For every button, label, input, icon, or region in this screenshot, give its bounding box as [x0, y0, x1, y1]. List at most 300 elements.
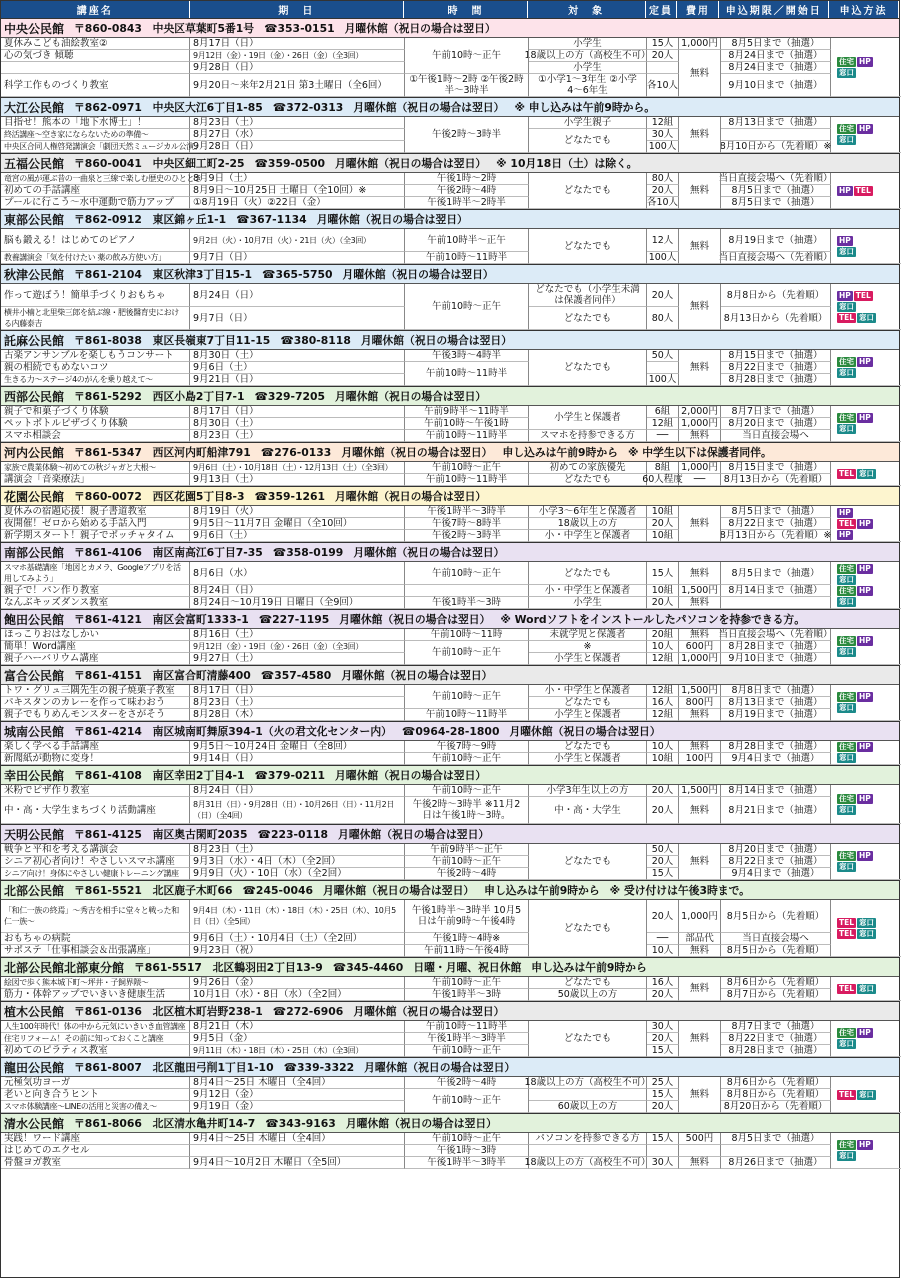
lecture-target: どなたでも — [529, 977, 647, 989]
lecture-time: 午前10時〜正午 — [405, 284, 529, 330]
lecture-deadline: 8月22日まで（抽選） — [721, 1033, 831, 1045]
lecture-time: 午前10時〜正午 — [405, 462, 529, 474]
lecture-fee: 無料 — [679, 117, 721, 153]
center-info: 月曜休館（祝日の場合は翌日） — [509, 724, 661, 738]
lecture-target: どなたでも — [529, 562, 647, 585]
lecture-capacity: 60人程度 — [642, 474, 683, 485]
apply-methods — [831, 38, 901, 97]
lecture-name: 中央区合同人権啓発講演会「劇団天然ミュージカル公演」 — [1, 141, 190, 153]
lecture-name: シニア向け！身体にやさしい健康トレーニング講座 — [1, 868, 190, 880]
center-info: 〒860-0041 中央区細工町2-25 — [74, 156, 245, 170]
lecture-time: 午前10時〜正午 — [405, 562, 529, 585]
lecture-name: 心の気づき 傾聴 — [1, 50, 190, 62]
center-info: ※ 10月18日（土）は除く。 — [496, 156, 638, 170]
counter-badge-icon: 窓口 — [839, 246, 854, 256]
lecture-target: 小学生 — [529, 597, 647, 609]
lecture-time: 午後1時半〜3時半 — [405, 1033, 529, 1045]
lecture-date: 9月5日〜10月24日 金曜日（全8回） — [190, 741, 405, 753]
lecture-target: 18歳以上の方（高校生不可） — [524, 1157, 651, 1168]
lecture-date: ①8月19日（火）②22日（金） — [190, 197, 405, 209]
lecture-deadline: 8月19日まで（抽選） — [721, 709, 831, 721]
lecture-capacity: 20人 — [647, 597, 679, 609]
lecture-name: 親子ハーバリウム講座 — [1, 653, 190, 665]
housing-badge-icon: 住宅 — [839, 742, 854, 751]
lecture-date: 9月21日（日） — [190, 374, 405, 386]
lecture-date: 9月6日（土） — [190, 362, 405, 374]
lecture-deadline: 8月15日まで（抽選） — [721, 462, 831, 474]
center-info: 〒861-4108 南区幸田2丁目4-1 — [74, 768, 245, 782]
center-info: 月曜休館（祝日の場合は翌日） — [323, 883, 475, 897]
counter-badge-icon: 窓口 — [839, 647, 854, 656]
lecture-time: 午後1時半〜3時半 — [405, 1157, 529, 1169]
center-header — [1, 958, 899, 977]
lecture-name: 簡単！Word講座 — [1, 641, 190, 653]
lecture-name: 骨盤ヨガ教室 — [1, 1157, 190, 1169]
lecture-time: 午前10時半〜正午 — [405, 229, 529, 252]
lecture-fee — [679, 1145, 721, 1157]
lecture-date: 8月24日〜10月19日 日曜日（全9回） — [190, 597, 405, 609]
lecture-target: どなたでも — [529, 900, 647, 957]
lecture-time: 午前9時半〜11時半 — [405, 406, 529, 418]
center-info: 月曜休館（祝日の場合は翌日） — [341, 445, 493, 459]
lecture-deadline: 8月28日まで（抽選） — [721, 374, 831, 386]
lecture-name: ほっこりおはなしかい — [1, 629, 190, 641]
center-header — [1, 98, 899, 117]
center-name: 天明公民館 — [4, 827, 65, 842]
center-info: 〒861-5517 北区鶴羽田2丁目13-9 — [134, 960, 323, 974]
center-name: 託麻公民館 — [4, 333, 65, 348]
lecture-target: どなたでも — [529, 474, 647, 486]
counter-badge-icon: 窓口 — [839, 703, 854, 712]
lecture-fee: 無料 — [679, 844, 721, 880]
housing-badge-icon: 住宅 — [839, 563, 854, 573]
lecture-target — [529, 1089, 647, 1101]
lecture-time: 午前11時〜午後4時 — [405, 945, 529, 957]
lecture-target: どなたでも（小学生未満は保護者同伴） — [529, 284, 647, 307]
lecture-capacity: 15人 — [647, 562, 679, 585]
lecture-capacity — [647, 62, 679, 74]
center-header — [1, 443, 899, 462]
center-info: 申し込みは午前9時から — [484, 883, 600, 897]
lecture-deadline: 当日直接会場へ（先着順） — [718, 173, 833, 184]
lecture-name: 新聞紙が動物に変身！ — [1, 753, 190, 765]
lecture-deadline: 9月10日まで（抽選） — [721, 653, 831, 665]
lecture-deadline: 8月13日から（先着順） — [721, 307, 831, 330]
center-info: 〒861-5347 西区河内町船津791 — [74, 445, 251, 459]
lecture-capacity: 10人 — [647, 945, 679, 957]
housing-badge-icon: 住宅 — [839, 1140, 854, 1149]
counter-badge-icon: 窓口 — [839, 804, 854, 814]
tel-badge-icon: TEL — [839, 468, 855, 478]
lecture-deadline: 8月5日まで（抽選） — [721, 562, 831, 585]
lecture-fee: 1,500円 — [679, 685, 721, 697]
center-header — [1, 154, 899, 173]
lecture-capacity: 20人 — [647, 1101, 679, 1113]
counter-badge-icon: 窓口 — [839, 368, 854, 377]
lecture-deadline: 8月28日まで（抽選） — [721, 1045, 831, 1057]
col-header-name: 講座名 — [1, 1, 190, 18]
center-info: ☎223-0118 — [257, 827, 329, 841]
lecture-capacity: 20組 — [647, 629, 679, 641]
lecture-deadline: 8月28日まで（抽選） — [721, 641, 831, 653]
lecture-date: 9月7日（日） — [190, 252, 405, 264]
lecture-fee: 800円 — [679, 697, 721, 709]
center-info: 月曜休館（祝日の場合は翌日） — [353, 100, 505, 114]
center-block — [1, 824, 899, 880]
lecture-deadline: 8月13日まで（抽選） — [721, 117, 831, 129]
lecture-date: 9月4日〜25日 木曜日（全4回） — [190, 1133, 405, 1145]
center-header — [1, 825, 899, 844]
lecture-name: 生きる力〜ステージ4のがんを乗り越えて〜 — [1, 374, 190, 386]
lecture-target: 小学生と保護者 — [529, 709, 647, 721]
lecture-date — [190, 1145, 405, 1157]
lecture-fee: 無料 — [679, 741, 721, 753]
lecture-target: ※ — [529, 641, 647, 653]
lecture-capacity: 20人 — [647, 785, 679, 797]
lecture-deadline: 当日直接会場へ（先着順） — [718, 252, 833, 263]
center-block — [1, 486, 899, 542]
lecture-date: 9月4日（木）・11日（木）・18日（木）・25日（木）、10月5日（日）（全5回） — [190, 900, 405, 933]
hp-badge-icon: HP — [859, 851, 871, 860]
lecture-time: 午前10時〜正午 — [405, 641, 529, 665]
lecture-name: 古楽アンサンブルを楽しもうコンサート — [1, 350, 190, 362]
lecture-time: 午後1時半〜3時半 — [405, 506, 529, 518]
lecture-time: 午前10時〜正午 — [405, 1045, 529, 1057]
apply-methods — [831, 741, 901, 765]
lecture-capacity: 12組 — [647, 685, 679, 697]
lecture-time: 午前10時〜午後1時 — [405, 418, 529, 430]
lecture-name: 中・高・大学生まちづくり活動講座 — [1, 797, 190, 824]
center-header — [1, 1114, 899, 1133]
lecture-fee: 無料 — [679, 284, 721, 330]
lecture-date: 8月6日（水） — [190, 562, 405, 585]
counter-badge-icon: 窓口 — [839, 596, 854, 606]
center-block — [1, 153, 899, 209]
lecture-name: 科学工作ものづくり教室 — [1, 74, 190, 97]
center-block — [1, 330, 899, 386]
lecture-target: どなたでも — [529, 741, 647, 753]
lecture-fee: 1,000円 — [679, 418, 721, 430]
center-block — [1, 765, 899, 824]
lecture-deadline: 8月22日まで（抽選） — [721, 518, 831, 530]
lecture-target: 60歳以上の方 — [529, 1101, 647, 1113]
lecture-target: 未就学児と保護者 — [529, 629, 647, 641]
lecture-deadline: 8月5日まで（抽選） — [721, 506, 831, 518]
center-info: ☎380-8118 — [280, 333, 351, 347]
lecture-capacity: 16人 — [647, 977, 679, 989]
lecture-date: 9月7日（日） — [190, 307, 405, 330]
center-info: ※ 申し込みは午前9時から。 — [514, 100, 656, 114]
lecture-capacity: 100人 — [647, 141, 679, 153]
lecture-date: 9月12日（金） — [190, 1089, 405, 1101]
center-info: 月曜休館（祝日の場合は翌日） — [335, 156, 487, 170]
lecture-capacity — [647, 1145, 679, 1157]
lecture-target: 小・中学生と保護者 — [529, 530, 647, 542]
lecture-deadline: 8月5日から（先着順） — [721, 945, 831, 957]
center-name: 大江公民館 — [4, 100, 65, 115]
hp-badge-icon: HP — [859, 518, 871, 528]
lecture-capacity: 12人 — [647, 229, 679, 252]
lecture-capacity: 50人 — [647, 350, 679, 362]
tel-badge-icon: TEL — [855, 290, 871, 300]
hp-badge-icon: HP — [859, 636, 871, 645]
center-info: 〒861-4106 南区南高江6丁目7-35 — [74, 545, 263, 559]
lecture-date: 9月5日〜11月7日 金曜日（全10回） — [190, 518, 405, 530]
lecture-deadline: 8月20日から（先着順） — [721, 1101, 831, 1113]
lecture-name: 米粉でピザ作り教室 — [1, 785, 190, 797]
center-block — [1, 880, 899, 957]
center-info: ☎358-0199 — [272, 545, 344, 559]
lecture-name: 脳も鍛える！はじめてのピアノ — [1, 229, 190, 252]
lecture-capacity: 12組 — [647, 418, 679, 430]
lecture-name: プールに行こう〜水中運動で筋力アップ — [1, 197, 190, 209]
lecture-date: 9月28日（日） — [190, 141, 405, 153]
col-header-date: 期 日 — [190, 1, 405, 18]
housing-badge-icon: 住宅 — [839, 793, 854, 803]
center-info: ☎365-5750 — [262, 267, 333, 281]
center-header — [1, 543, 899, 562]
center-name: 北部公民館北部東分館 — [4, 960, 125, 975]
lecture-capacity: 各10人 — [647, 74, 679, 97]
lecture-name: パキスタンのカレーを作って味わおう — [1, 697, 190, 709]
lecture-deadline: 8月15日まで（抽選） — [721, 350, 831, 362]
lecture-time: 午後2時〜4時 — [405, 1077, 529, 1089]
lecture-date: 9月28日（日） — [190, 62, 405, 74]
lecture-target: どなたでも — [529, 844, 647, 880]
center-header — [1, 210, 899, 229]
lecture-deadline: 8月5日まで（抽選） — [721, 38, 831, 50]
lecture-date: 9月14日（日） — [190, 753, 405, 765]
lecture-time: 午後1時〜2時 — [405, 173, 529, 185]
center-name: 五福公民館 — [4, 156, 65, 171]
lecture-time — [405, 585, 529, 597]
lecture-time: 午前10時〜正午 — [405, 977, 529, 989]
lecture-deadline: 当日直接会場へ（先着順） — [718, 629, 833, 640]
lecture-fee: 1,000円 — [679, 653, 721, 665]
apply-methods — [831, 462, 901, 486]
lecture-name: 親子で和菓子づくり体験 — [1, 406, 190, 418]
lecture-time: 午前10時〜正午 — [405, 856, 529, 868]
center-name: 清水公民館 — [4, 1116, 65, 1131]
lecture-name: スマホ相談会 — [1, 430, 190, 442]
lecture-date: 8月19日（火） — [190, 506, 405, 518]
lecture-capacity: 10組 — [647, 506, 679, 518]
lecture-capacity: 15人 — [647, 868, 679, 880]
lecture-name: 竜宮の風が運ぶ昔の一曲泉と三線で楽しむ歴史のひととき — [1, 173, 190, 185]
lecture-deadline: 8月13日まで（抽選） — [721, 697, 831, 709]
lecture-date: 8月16日（土） — [190, 629, 405, 641]
center-name: 南部公民館 — [4, 545, 65, 560]
lecture-deadline: 8月28日まで（抽選） — [721, 741, 831, 753]
lecture-name: 実践！ワード講座 — [1, 1133, 190, 1145]
lecture-date: 9月19日（金） — [190, 1101, 405, 1113]
lecture-name: 楽しく学べる手話講座 — [1, 741, 190, 753]
center-header — [1, 387, 899, 406]
center-info: 〒860-0072 西区花園5丁目8-3 — [74, 489, 245, 503]
lecture-capacity: 30人 — [647, 129, 679, 141]
lecture-deadline: 8月10日から（先着順）※ — [719, 141, 832, 152]
center-block — [1, 386, 899, 442]
hp-badge-icon: HP — [839, 290, 851, 300]
center-info: 月曜休館（祝日の場合は翌日） — [353, 545, 505, 559]
lecture-fee: 無料 — [679, 50, 721, 97]
lecture-date: 9月3日（水）・4日（木）（全2回） — [190, 856, 405, 868]
col-header-fee: 費用 — [677, 1, 719, 18]
counter-badge-icon: 窓口 — [839, 574, 854, 584]
lecture-deadline: 8月5日まで（抽選） — [721, 1133, 831, 1145]
center-name: 龍田公民館 — [4, 1060, 65, 1075]
center-header — [1, 881, 899, 900]
lecture-name: 教養講演会「気を付けたい 薬の飲み方使い方」 — [1, 252, 190, 264]
lecture-capacity: 8組 — [647, 462, 679, 474]
center-info: ※ 受け付けは午後3時まで。 — [609, 883, 750, 897]
center-info: ☎357-4580 — [260, 668, 332, 682]
lecture-deadline — [721, 129, 831, 141]
lecture-time: 午前9時半〜正午 — [405, 844, 529, 856]
apply-methods — [831, 506, 901, 542]
center-header — [1, 1058, 899, 1077]
lecture-deadline: 8月14日まで（抽選） — [721, 785, 831, 797]
lecture-fee: 無料 — [679, 945, 721, 957]
center-name: 秋津公民館 — [4, 267, 65, 282]
lecture-capacity: 各10人 — [646, 197, 679, 208]
center-info: 月曜休館（祝日の場合は翌日） — [335, 389, 487, 403]
center-header — [1, 19, 899, 38]
apply-methods — [831, 785, 901, 824]
lecture-deadline: 8月14日まで（抽選） — [721, 585, 831, 597]
apply-methods — [831, 685, 901, 721]
lecture-target: 小学生 — [529, 62, 647, 74]
center-info: 〒861-4214 南区城南町舞原394-1（火の君文化センター内） — [74, 724, 392, 738]
counter-badge-icon: 窓口 — [839, 135, 854, 144]
apply-methods — [831, 229, 901, 264]
center-info: 月曜休館（祝日の場合は翌日） — [344, 21, 496, 35]
counter-badge-icon: 窓口 — [839, 753, 854, 762]
center-header — [1, 610, 899, 629]
lecture-capacity: 20人 — [647, 50, 679, 62]
hp-badge-icon: HP — [859, 563, 871, 573]
lecture-capacity: 100人 — [647, 252, 679, 264]
center-info: ※ 中学生以下は保護者同伴。 — [627, 445, 772, 459]
center-name: 植木公民館 — [4, 1004, 65, 1019]
lecture-target: どなたでも — [529, 173, 647, 209]
lecture-date: 8月23日（土） — [190, 117, 405, 129]
hp-badge-icon: HP — [839, 185, 851, 195]
lecture-target: ①小学1〜3年生 ②小学4〜6年生 — [529, 74, 647, 97]
lecture-deadline: 8月26日まで（抽選） — [721, 1157, 831, 1169]
center-info: ☎0964-28-1800 — [401, 724, 500, 738]
lecture-date: 8月28日（木） — [190, 709, 405, 721]
lecture-target: 18歳以上の方（高校生不可） — [524, 50, 651, 61]
lecture-fee: 無料 — [679, 430, 721, 442]
lecture-time: 午後2時〜3時半 — [405, 530, 529, 542]
lecture-time: 午前10時〜11時半 — [405, 430, 529, 442]
center-block — [1, 209, 899, 264]
table-header — [1, 1, 899, 18]
lecture-fee: 1,500円 — [679, 785, 721, 797]
lecture-time: 午後2時〜4時 — [405, 868, 529, 880]
lecture-name: ペットボトルピザづくり体験 — [1, 418, 190, 430]
center-header — [1, 1002, 899, 1021]
lecture-time: 午後1時〜4時※ — [405, 933, 529, 945]
lecture-capacity: 80人 — [647, 307, 679, 330]
lecture-target: 小・中学生と保護者 — [529, 685, 647, 697]
lecture-date: 9月27日（土） — [190, 653, 405, 665]
center-info: 月曜休館（祝日の場合は翌日） — [360, 333, 512, 347]
center-header — [1, 487, 899, 506]
lecture-time: 午後7時〜9時 — [405, 741, 529, 753]
center-header — [1, 331, 899, 350]
lecture-date: 8月24日（日） — [190, 585, 405, 597]
lecture-name: 絵図で歩く熊本城下町〜坪井・子飼界隈〜 — [1, 977, 190, 989]
center-info: 〒862-0912 東区錦ヶ丘1-1 — [74, 212, 227, 226]
lecture-capacity: 10組 — [647, 585, 679, 597]
lecture-capacity: 50人 — [647, 844, 679, 856]
lecture-deadline: 9月10日まで（抽選） — [721, 74, 831, 97]
lecture-fee: 1,000円 — [679, 900, 721, 933]
lecture-capacity: 12組 — [647, 117, 679, 129]
lecture-fee: 無料 — [679, 229, 721, 264]
lecture-capacity: 20人 — [647, 989, 679, 1001]
lecture-fee: ── — [679, 474, 721, 486]
lecture-date: 9月6日（土） — [190, 530, 405, 542]
lecture-target: 初めての家族優先 — [529, 462, 647, 474]
lecture-capacity: 30人 — [647, 1021, 679, 1033]
lecture-capacity: 15人 — [647, 38, 679, 50]
center-info: 月曜休館（祝日の場合は翌日） — [353, 1004, 505, 1018]
lecture-capacity: 20人 — [647, 856, 679, 868]
center-info: 日曜・月曜、祝日休館 — [413, 960, 522, 974]
tel-badge-icon: TEL — [839, 312, 855, 322]
center-info: 〒861-8007 北区龍田弓削1丁目1-10 — [74, 1060, 274, 1074]
lecture-capacity: ── — [647, 430, 679, 442]
apply-methods — [831, 406, 901, 442]
lecture-time: ①午後1時〜2時 ②午後2時半〜3時半 — [405, 74, 529, 97]
lecture-time: 午後3時〜4時半 — [405, 350, 529, 362]
lecture-deadline: 8月8日から（先着順） — [721, 284, 831, 307]
lecture-capacity: 12組 — [647, 653, 679, 665]
center-info: 〒861-8038 東区長嶺東7丁目11-15 — [74, 333, 271, 347]
hp-badge-icon: HP — [859, 692, 871, 701]
center-info: 月曜休館（祝日の場合は翌日） — [364, 1060, 516, 1074]
counter-badge-icon: 窓口 — [859, 1089, 875, 1099]
lecture-capacity — [647, 362, 679, 374]
lecture-target: 小学3〜6年生と保護者 — [529, 506, 647, 518]
lecture-date: 9月5日（金） — [190, 1033, 405, 1045]
lecture-name: スマホ基礎講座「地図とカメラ、Googleアプリを活用してみよう」 — [1, 562, 190, 585]
lecture-target: 18歳以上の方 — [529, 518, 647, 530]
counter-badge-icon: 窓口 — [859, 928, 875, 938]
center-block — [1, 18, 899, 97]
center-info: ☎245-0046 — [242, 883, 314, 897]
lecture-fee: 部品代 — [679, 933, 721, 945]
hp-badge-icon: HP — [859, 1140, 871, 1149]
lecture-date: 8月17日（日） — [190, 406, 405, 418]
lecture-date: 8月17日（日） — [190, 685, 405, 697]
lecture-capacity: 10組 — [647, 753, 679, 765]
lecture-fee: 1,500円 — [679, 585, 721, 597]
lecture-time: 午前10時〜正午 — [405, 1089, 529, 1113]
lecture-name: 住宅リフォーム！その前に知っておくこと講座 — [1, 1033, 190, 1045]
col-header-deadline: 申込期限／開始日 — [719, 1, 829, 18]
center-info: ☎359-0500 — [254, 156, 326, 170]
lecture-time: 午前10時〜正午 — [405, 685, 529, 709]
lecture-date: 8月9日〜10月25日 土曜日（全10回）※ — [190, 185, 405, 197]
counter-badge-icon: 窓口 — [839, 301, 854, 311]
housing-badge-icon: 住宅 — [839, 585, 854, 595]
hp-badge-icon: HP — [859, 1028, 871, 1037]
lecture-time: 午後1時〜3時 — [405, 1145, 529, 1157]
